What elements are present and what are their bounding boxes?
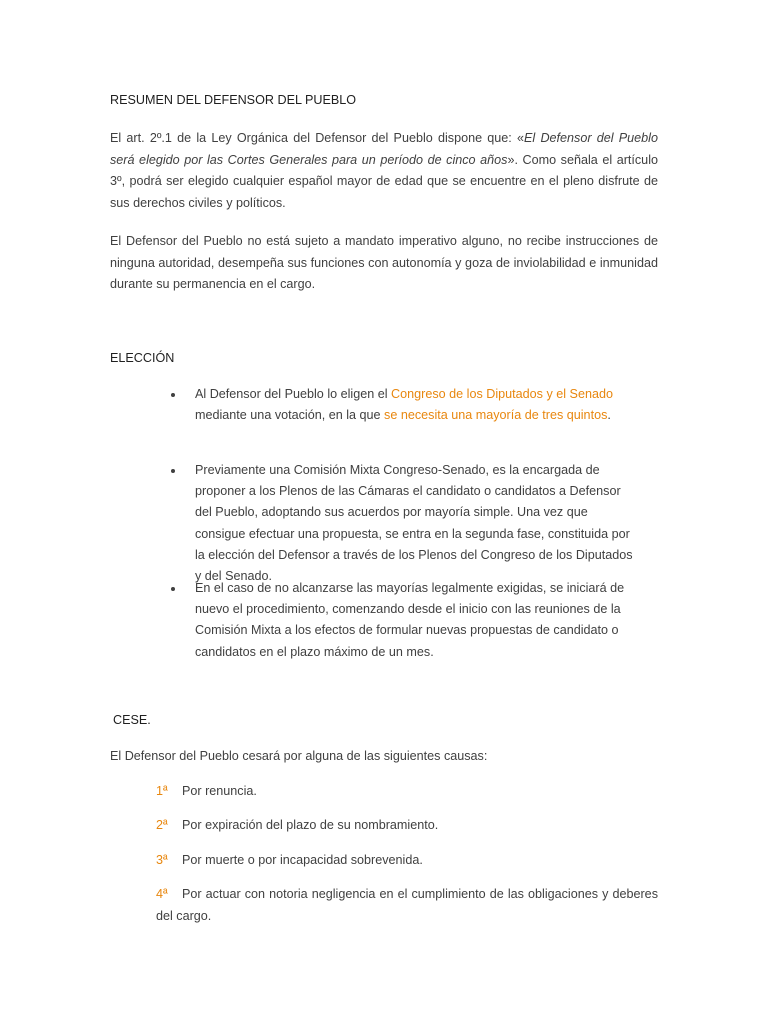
cause-item-4 bbox=[156, 884, 658, 927]
intro-quote: El Defensor del Pueblo será elegido por las Cortes Generales para un período de cinco años bbox=[110, 131, 658, 167]
bullet-1-text-c: . bbox=[607, 408, 611, 423]
bullet-3-text: En el caso de no alcanzarse las mayorías legalmente exigidas, se iniciará de nuevo el procedimiento, comenzando desde el inicio con las reuniones de la Comisión Mixta a los efectos de formular nuevas propuestas de candidato o candidatos en el plazo máximo de un mes. bbox=[195, 581, 625, 659]
intro-paragraph-1 bbox=[110, 128, 658, 214]
bullet-2-text: Previamente una Comisión Mixta Congreso-Senado, es la encargada de proponer a los Plenos de las Cámaras el candidato o candidatos a Defensor del Pueblo, adoptando sus acuerdos por mayoría simple. Una vez que consigue efectuar una propuesta, se entra en la segunda fase, constituida por la elección del Defensor a través de los Plenos del Congreso de los Diputados y del Senado. bbox=[195, 463, 633, 584]
cese-intro: El Defensor del Pueblo cesará por alguna de las siguientes causas: bbox=[110, 749, 488, 763]
section-heading-cese: CESE. bbox=[113, 713, 151, 727]
section-heading-eleccion: ELECCIÓN bbox=[110, 351, 175, 365]
cause-item-1 bbox=[156, 781, 658, 803]
document-title: RESUMEN DEL DEFENSOR DEL PUEBLO bbox=[110, 93, 357, 107]
intro-text-b: ». Como señala el artículo 3º, podrá ser elegido cualquier español mayor de edad que se encuentre en el pleno disfrute de sus derechos civiles y políticos. bbox=[110, 152, 658, 210]
cause-number: 2ª bbox=[156, 818, 168, 832]
cause-number: 3ª bbox=[156, 853, 168, 867]
bullet-1-highlight-1: Congreso de los Diputados y el Senado bbox=[391, 387, 613, 401]
bullet-icon bbox=[171, 393, 175, 397]
bullet-1-text-a: Al Defensor del Pueblo lo eligen el bbox=[195, 387, 392, 401]
list-item bbox=[195, 460, 635, 587]
cause-text: Por muerte o por incapacidad sobrevenida. bbox=[182, 853, 423, 867]
bullet-1-highlight-2: se necesita una mayoría de tres quintos bbox=[384, 408, 608, 423]
cause-text: Por expiración del plazo de su nombramiento. bbox=[182, 818, 439, 832]
bullet-1-text-b: mediante una votación, en la que bbox=[195, 408, 385, 423]
intro-text-a: El art. 2º.1 de la Ley Orgánica del Defensor del Pueblo dispone que: « bbox=[110, 131, 525, 145]
list-item bbox=[195, 384, 635, 426]
bullet-icon bbox=[171, 587, 175, 591]
cause-item-2 bbox=[156, 815, 658, 837]
cause-text: Por renuncia. bbox=[182, 784, 257, 798]
cause-item-3 bbox=[156, 850, 658, 872]
intro-paragraph-2: El Defensor del Pueblo no está sujeto a mandato imperativo alguno, no recibe instrucciones de ninguna autoridad, desempeña sus funciones con autonomía y goza de inviolabilidad e inmunidad durante su permanencia en el cargo. bbox=[110, 234, 658, 291]
cause-number: 1ª bbox=[156, 784, 168, 798]
bullet-icon bbox=[171, 469, 175, 473]
list-item bbox=[195, 578, 635, 663]
cause-text: Por actuar con notoria negligencia en el cumplimiento de las obligaciones y deberes del cargo. bbox=[156, 887, 658, 923]
cause-number: 4ª bbox=[156, 887, 168, 901]
